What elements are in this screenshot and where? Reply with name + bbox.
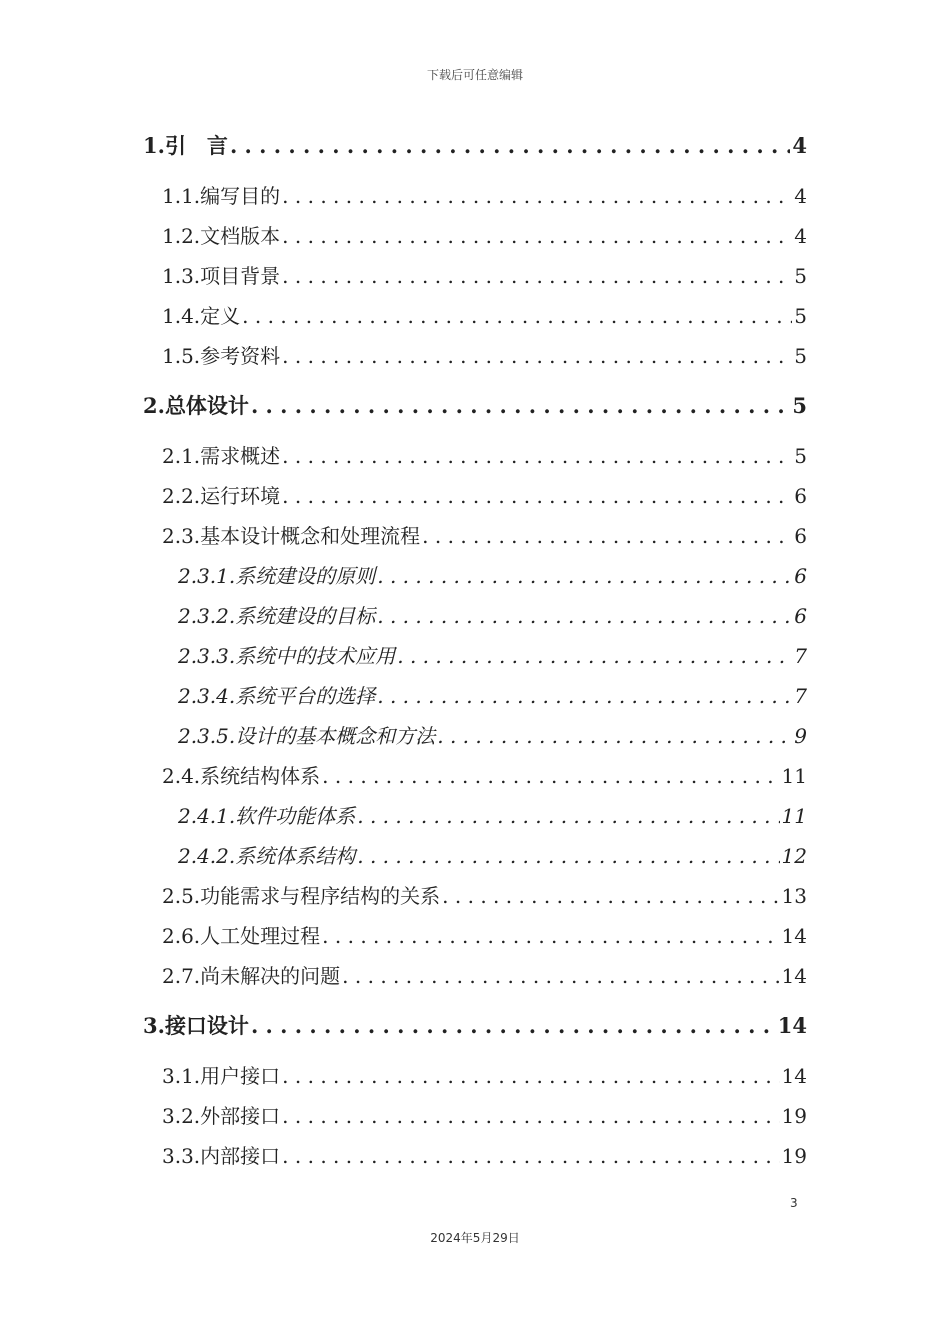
toc-entry[interactable] [162,920,807,948]
toc-page-number: 13 [781,884,807,908]
toc-number: 2.3. [162,524,201,548]
toc-page-number: 11 [781,804,807,828]
toc-number: 1.5. [162,344,201,368]
toc-number: 2.7. [162,964,201,988]
toc-entry[interactable] [178,800,807,828]
toc-leader [377,564,792,588]
toc-title: 需求概述 [200,444,281,468]
toc-leader [422,524,792,548]
toc-number: 2.6. [162,924,201,948]
toc-leader [282,344,792,368]
toc-number: 3. [143,1013,165,1038]
toc-page-number: 5 [794,304,807,328]
toc-title: 编写目的 [200,184,281,208]
toc-leader [242,304,792,328]
toc-leader [282,1144,779,1168]
toc-title: 系统建设的原则 [235,564,376,588]
toc-entry[interactable] [162,340,807,368]
toc-page-number: 6 [794,484,807,508]
toc-entry[interactable] [162,260,807,288]
toc-entry[interactable] [162,480,807,508]
toc-entry[interactable] [178,560,807,588]
toc-entry[interactable] [162,1060,807,1088]
toc-entry[interactable] [178,840,807,868]
toc-number: 2.3.1. [178,564,236,588]
toc-leader [377,604,792,628]
toc-page-number: 5 [792,393,807,418]
toc-number: 2. [143,393,165,418]
toc-entry[interactable] [162,960,807,988]
toc-entry[interactable] [162,520,807,548]
toc-entry[interactable] [178,600,807,628]
toc-number: 3.3. [162,1144,201,1168]
toc-page-number: 7 [794,684,807,708]
toc-leader [442,884,779,908]
toc-entry[interactable] [162,1140,807,1168]
toc-number: 2.3.3. [178,644,236,668]
toc-entry[interactable] [143,130,807,160]
toc-page-number: 4 [794,224,807,248]
toc-title: 定义 [200,304,241,328]
toc-number: 2.3.4. [178,684,236,708]
toc-number: 1. [143,133,165,158]
toc-entry[interactable] [162,1100,807,1128]
toc-leader [282,184,792,208]
toc-number: 2.4. [162,764,201,788]
toc-title: 尚未解决的问题 [200,964,341,988]
toc-entry[interactable] [162,880,807,908]
toc-title: 总体设计 [164,393,249,418]
toc-title: 系统建设的目标 [235,604,376,628]
toc-page-number: 7 [794,644,807,668]
toc-title: 用户接口 [200,1064,281,1088]
toc-title: 参考资料 [200,344,281,368]
toc-leader [282,1104,779,1128]
toc-title: 系统结构体系 [200,764,321,788]
footer-page-number: 3 [790,1196,798,1210]
toc-leader [282,484,792,508]
toc-entry[interactable] [162,220,807,248]
toc-page-number: 6 [794,564,807,588]
toc-leader [397,644,792,668]
toc-leader [377,684,792,708]
toc-title: 内部接口 [200,1144,281,1168]
toc-number: 3.2. [162,1104,201,1128]
toc-page-number: 6 [794,604,807,628]
toc-page-number: 14 [777,1013,807,1038]
toc-number: 2.4.2. [178,844,236,868]
toc-leader [437,724,792,748]
toc-title: 文档版本 [200,224,281,248]
toc-page-number: 9 [794,724,807,748]
toc-title: 引 言 [164,133,228,158]
toc-page-number: 14 [781,964,807,988]
toc-page-number: 5 [794,444,807,468]
toc-entry[interactable] [162,760,807,788]
toc-title: 系统体系结构 [235,844,356,868]
toc-leader [251,393,790,418]
toc-number: 2.2. [162,484,201,508]
toc-number: 1.4. [162,304,201,328]
toc-page-number: 19 [781,1104,807,1128]
toc-page-number: 19 [781,1144,807,1168]
toc-entry[interactable] [178,680,807,708]
toc-page-number: 5 [794,344,807,368]
toc-title: 功能需求与程序结构的关系 [200,884,441,908]
toc-title: 系统中的技术应用 [235,644,396,668]
toc-title: 人工处理过程 [200,924,321,948]
toc-title: 基本设计概念和处理流程 [200,524,421,548]
toc-title: 项目背景 [200,264,281,288]
toc-number: 2.3.2. [178,604,236,628]
toc-page-number: 14 [781,924,807,948]
toc-leader [357,844,779,868]
toc-entry[interactable] [162,180,807,208]
toc-leader [357,804,779,828]
toc-number: 2.1. [162,444,201,468]
toc-title: 运行环境 [200,484,281,508]
toc-entry[interactable] [143,390,807,420]
toc-leader [282,264,792,288]
toc-page-number: 4 [794,184,807,208]
toc-entry[interactable] [178,720,807,748]
toc-leader [342,964,779,988]
toc-leader [322,924,779,948]
toc-number: 1.1. [162,184,201,208]
toc-page-number: 5 [794,264,807,288]
toc-leader [282,444,792,468]
toc-page-number: 6 [794,524,807,548]
toc-leader [282,1064,779,1088]
toc-leader [230,133,790,158]
toc-number: 2.5. [162,884,201,908]
toc-title: 设计的基本概念和方法 [235,724,436,748]
page-header: 下载后可任意编辑 [426,68,523,82]
toc-title: 系统平台的选择 [235,684,376,708]
toc-title: 接口设计 [164,1013,249,1038]
toc-entry[interactable] [162,440,807,468]
toc-entry[interactable] [162,300,807,328]
toc-entry[interactable] [143,1010,807,1040]
toc-title: 外部接口 [200,1104,281,1128]
toc-page-number: 11 [781,764,807,788]
toc-title: 软件功能体系 [235,804,356,828]
toc-leader [251,1013,776,1038]
toc-leader [282,224,792,248]
toc-number: 2.4.1. [178,804,236,828]
toc-page-number: 14 [781,1064,807,1088]
toc-number: 1.3. [162,264,201,288]
toc-number: 2.3.5. [178,724,236,748]
toc-number: 3.1. [162,1064,201,1088]
toc-leader [322,764,779,788]
toc-number: 1.2. [162,224,201,248]
footer-date: 2024年5月29日 [430,1231,520,1245]
toc-page-number: 12 [781,844,807,868]
toc-page-number: 4 [792,133,807,158]
toc-entry[interactable] [178,640,807,668]
